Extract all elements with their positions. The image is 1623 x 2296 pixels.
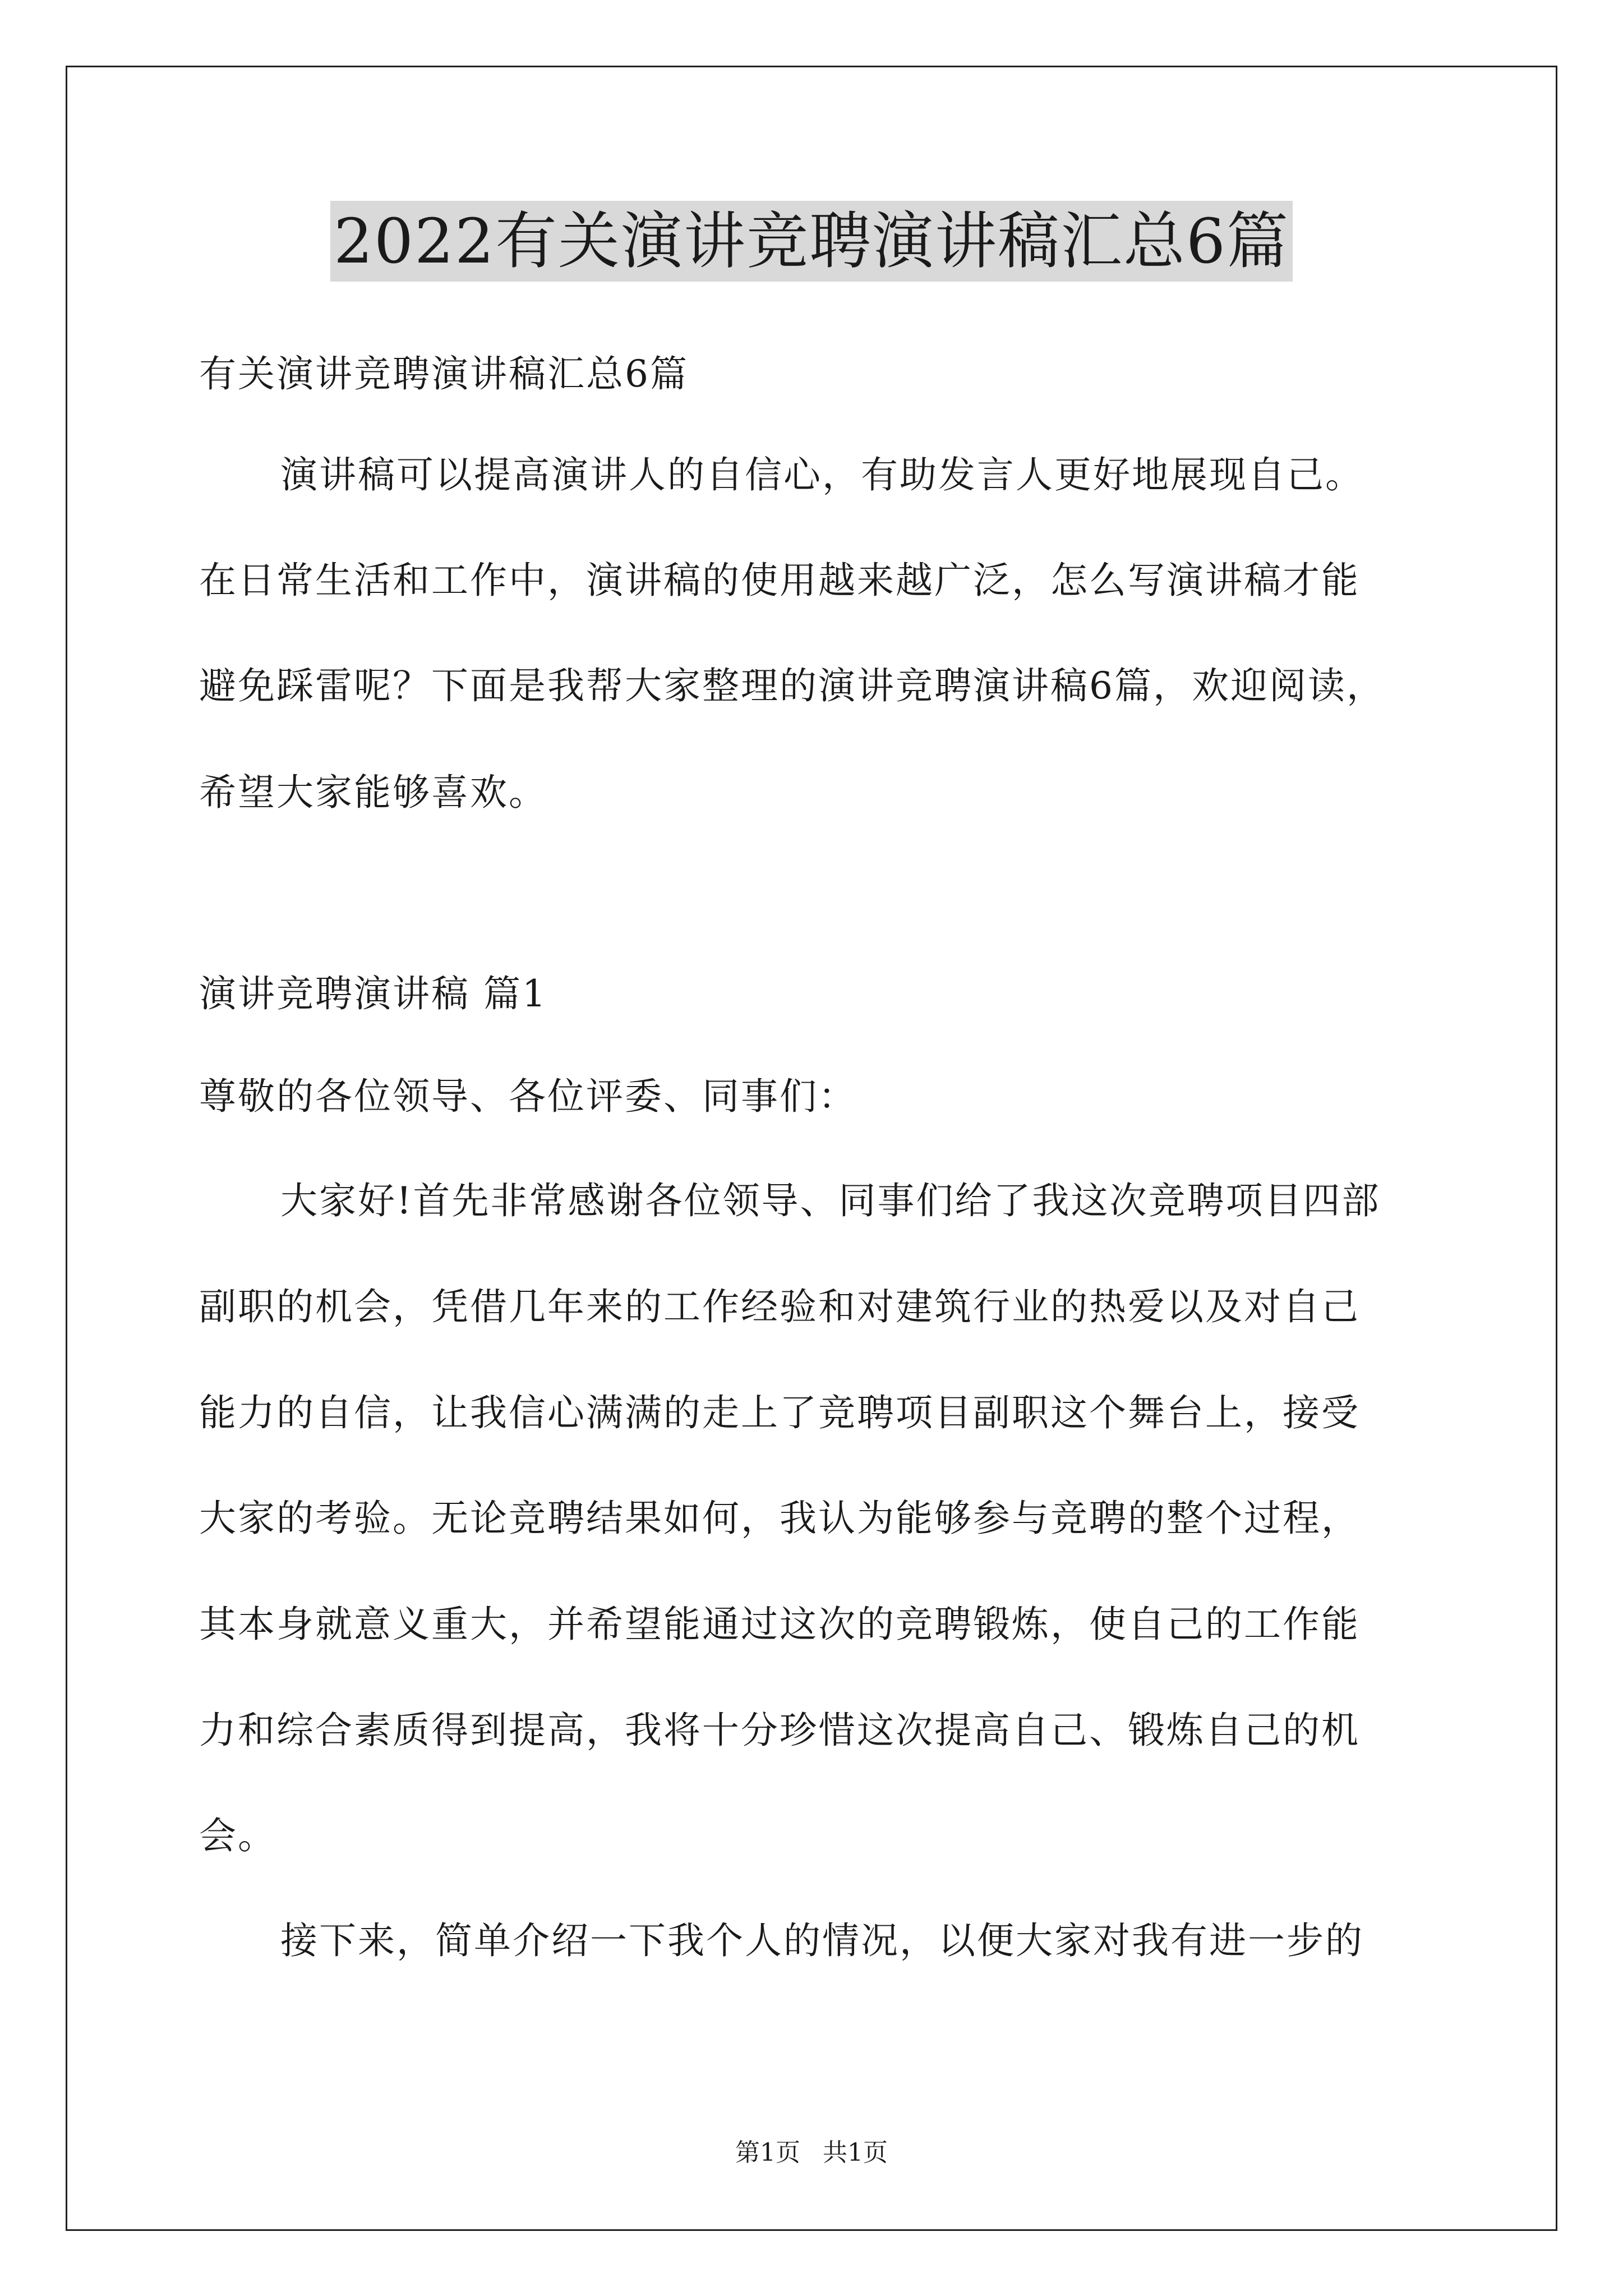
intro-line-3: 避免踩雷呢？下面是我帮大家整理的演讲竞聘演讲稿6篇，欢迎阅读， [199, 664, 1385, 707]
intro-line-1: 演讲稿可以提高演讲人的自信心，有助发言人更好地展现自己。 [280, 453, 1364, 496]
page-total: 共1页 [823, 2138, 888, 2167]
page-footer [0, 2136, 1623, 2170]
section-heading: 演讲竞聘演讲稿 篇1 [199, 972, 547, 1015]
para1-line-5: 其本身就意义重大，并希望能通过这次的竞聘锻炼，使自己的工作能 [199, 1603, 1360, 1646]
document-subtitle: 有关演讲竞聘演讲稿汇总6篇 [199, 352, 689, 395]
intro-line-4: 希望大家能够喜欢。 [199, 771, 547, 814]
para1-line-2: 副职的机会，凭借几年来的工作经验和对建筑行业的热爱以及对自己 [199, 1285, 1360, 1328]
title-container [0, 201, 1623, 282]
page-number: 第1页 [735, 2138, 800, 2167]
para1-line-6: 力和综合素质得到提高，我将十分珍惜这次提高自己、锻炼自己的机 [199, 1709, 1360, 1752]
salutation: 尊敬的各位领导、各位评委、同事们： [199, 1075, 857, 1118]
para1-line-7: 会。 [199, 1814, 276, 1857]
intro-line-2: 在日常生活和工作中，演讲稿的使用越来越广泛，怎么写演讲稿才能 [199, 559, 1360, 602]
para1-line-1: 大家好!首先非常感谢各位领导、同事们给了我这次竞聘项目四部 [280, 1179, 1381, 1222]
para2-line-1: 接下来，简单介绍一下我个人的情况，以便大家对我有进一步的 [280, 1919, 1364, 1962]
para1-line-3: 能力的自信，让我信心满满的走上了竞聘项目副职这个舞台上，接受 [199, 1391, 1360, 1434]
document-title: 2022有关演讲竞聘演讲稿汇总6篇 [330, 201, 1293, 282]
para1-line-4: 大家的考验。无论竞聘结果如何，我认为能够参与竞聘的整个过程， [199, 1497, 1360, 1540]
